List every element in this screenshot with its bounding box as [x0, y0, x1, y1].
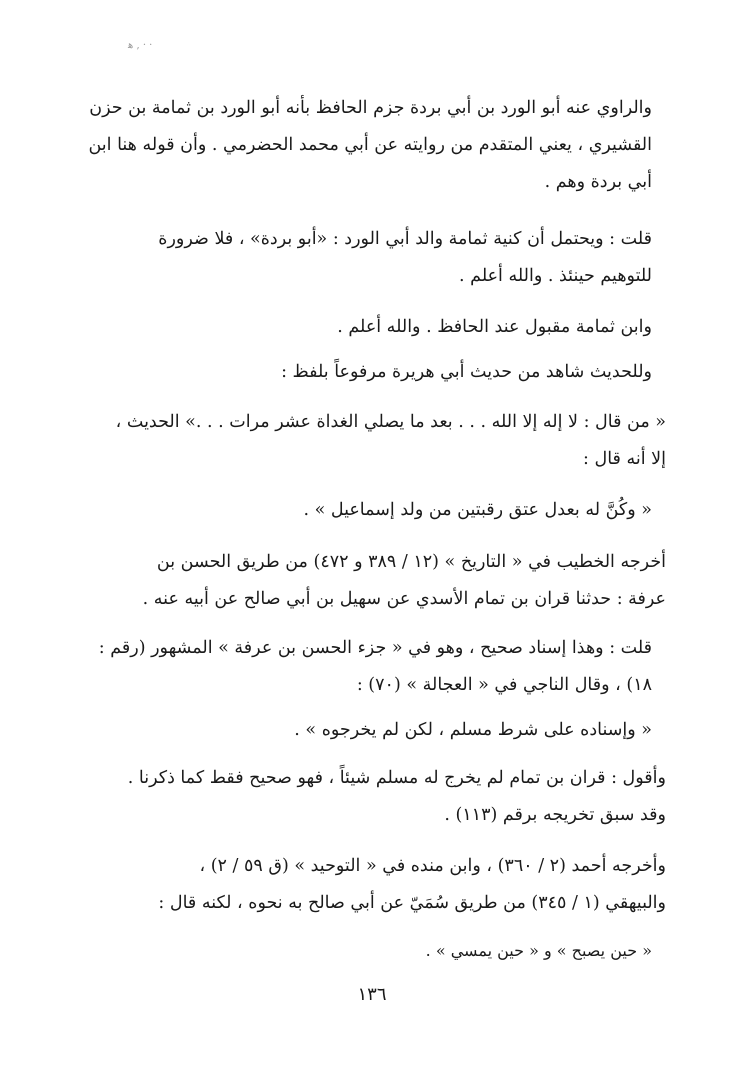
quote-paragraph-5 [78, 404, 666, 478]
paragraph-2 [78, 221, 666, 295]
text-line: والراوي عنه أبو الورد بن أبي بردة جزم الحافظ بأنه أبو الورد بن ثمامة بن حزن [89, 98, 652, 118]
text-line: وقد سبق تخريجه برقم (١١٣) . [444, 805, 666, 825]
text-line: وللحديث شاهد من حديث أبي هريرة مرفوعاً بلفظ : [281, 362, 652, 382]
paragraph-4 [78, 354, 666, 391]
text-line: وأقول : قران بن تمام لم يخرج له مسلم شيئاً ، فهو صحيح فقط كما ذكرنا . [127, 768, 666, 788]
text-line: قلت : وهذا إسناد صحيح ، وهو في « جزء الحسن بن عرفة » المشهور (رقم : [98, 638, 652, 658]
paragraph-10 [78, 760, 666, 834]
text-line: إلا أنه قال : [583, 449, 666, 469]
text-line: وأخرجه أحمد (٢ / ٣٦٠) ، وابن منده في « التوحيد » (ق ٥٩ / ٢) ، [199, 856, 666, 876]
text-line: قلت : ويحتمل أن كنية ثمامة والد أبي الورد : «أبو بردة» ، فلا ضرورة [158, 229, 652, 249]
page-number: ١٣٦ [357, 984, 387, 1005]
paragraph-7 [78, 544, 666, 618]
document-page [78, 0, 666, 1089]
text-line: « حين يصبح » و « حين يمسي » . [425, 941, 652, 960]
text-line: « وإسناده على شرط مسلم ، لكن لم يخرجوه » . [294, 720, 652, 740]
paragraph-3 [78, 309, 666, 346]
quote-paragraph-12 [78, 932, 666, 969]
text-line: عرفة : حدثنا قران بن تمام الأسدي عن سهيل بن أبي صالح عن أبيه عنه . [142, 589, 666, 609]
paragraph-1 [78, 90, 666, 201]
paragraph-11 [78, 848, 666, 922]
quote-paragraph-9 [78, 712, 666, 749]
text-line: القشيري ، يعني المتقدم من روايته عن أبي محمد الحضرمي . وأن قوله هنا ابن [88, 135, 652, 155]
text-line: ١٨) ، وقال الناجي في « العجالة » (٧٠) : [356, 675, 652, 695]
text-line: أبي بردة وهم . [544, 172, 652, 192]
text-line: وابن ثمامة مقبول عند الحافظ . والله أعلم . [337, 317, 652, 337]
text-line: للتوهيم حينئذ . والله أعلم . [459, 266, 652, 286]
paragraph-8 [78, 630, 666, 704]
text-line: والبيهقي (١ / ٣٤٥) من طريق سُمَيّ عن أبي صالح به نحوه ، لكنه قال : [158, 893, 666, 913]
text-line: « وكُنَّ له بعدل عتق رقبتين من ولد إسماعيل » . [303, 500, 652, 520]
text-line: أخرجه الخطيب في « التاريخ » (١٢ / ٣٨٩ و ٤٧٢) من طريق الحسن بن [156, 552, 666, 572]
scan-artifact-mark: ﻫ , · · [128, 40, 153, 51]
quote-paragraph-6 [78, 492, 666, 529]
text-line: « من قال : لا إله إلا الله . . . بعد ما يصلي الغداة عشر مرات . . .» الحديث ، [115, 412, 666, 432]
